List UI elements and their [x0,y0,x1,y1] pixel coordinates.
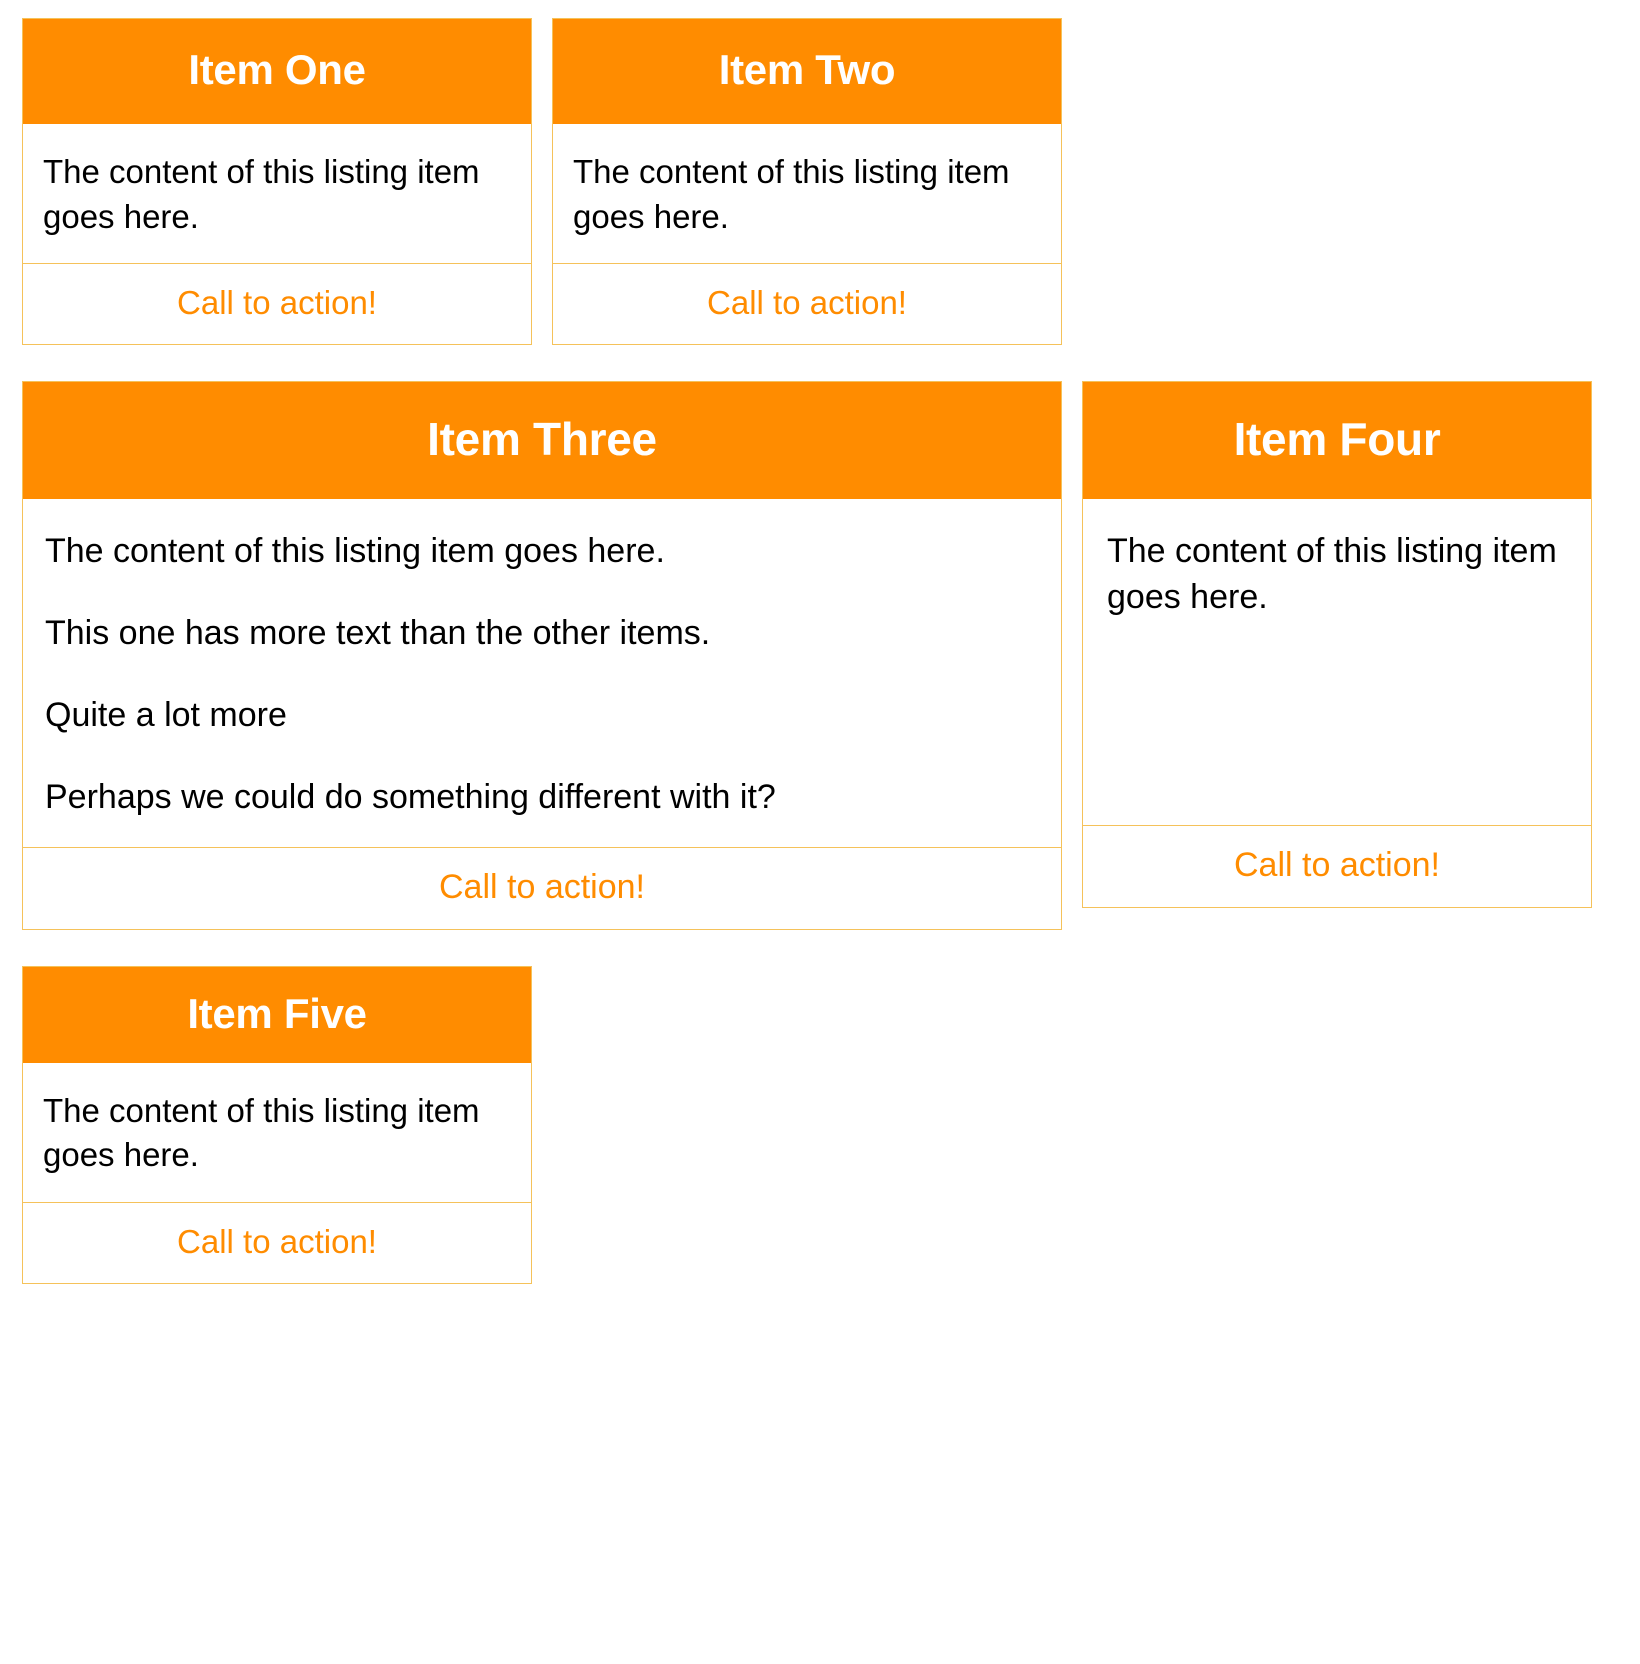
card-item-three [22,381,1062,930]
card-body [1083,499,1591,825]
card-paragraph: Quite a lot more [45,695,287,734]
call-to-action-link[interactable]: Call to action! [1234,846,1440,885]
card-title: Item Two [553,19,1061,124]
card-title: Item Five [23,967,531,1063]
call-to-action-link[interactable]: Call to action! [439,867,645,906]
card-paragraph: The content of this listing item goes here. [43,1091,480,1174]
card-body [23,124,531,263]
card-footer [23,263,531,344]
card-footer [23,1202,531,1283]
card-item-five [22,966,532,1284]
card-paragraph: This one has more text than the other items. [45,613,711,652]
card-item-four [1082,381,1592,908]
card-title: Item One [23,19,531,124]
call-to-action-link[interactable]: Call to action! [177,1222,377,1260]
card-body [23,499,1061,847]
card-footer [1083,825,1591,907]
card-paragraph: The content of this listing item goes here. [45,532,665,571]
card-paragraph: The content of this listing item goes here. [573,153,1010,235]
card-title: Item Four [1083,382,1591,499]
card-title: Item Three [23,382,1061,499]
call-to-action-link[interactable]: Call to action! [707,284,907,322]
call-to-action-link[interactable]: Call to action! [177,284,377,322]
card-body [553,124,1061,263]
card-footer [23,847,1061,929]
card-item-one [22,18,532,345]
card-footer [553,263,1061,344]
card-item-two [552,18,1062,345]
card-paragraph: The content of this listing item goes here. [43,153,480,235]
card-paragraph: Perhaps we could do something different with it? [45,777,776,816]
card-body [23,1063,531,1202]
card-paragraph: The content of this listing item goes here. [1107,532,1557,616]
